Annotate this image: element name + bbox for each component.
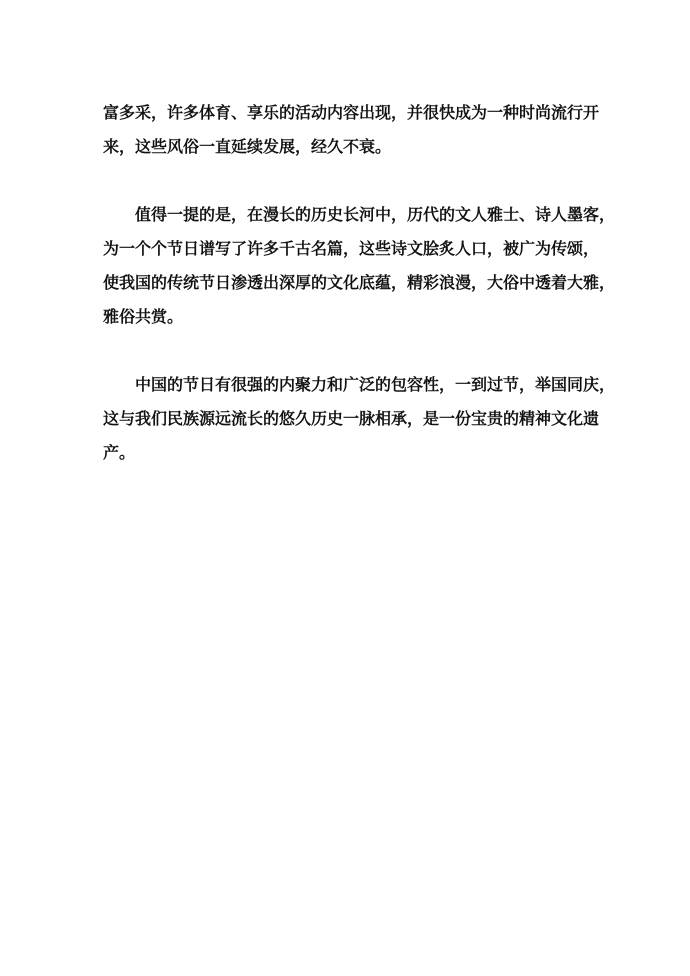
paragraph-1 (103, 96, 600, 164)
paragraph-line: 来，这些风俗一直延续发展，经久不衰。 (103, 137, 392, 156)
paragraph-2 (103, 198, 616, 334)
document-body (103, 96, 616, 504)
paragraph-line: 值得一提的是，在漫长的历史长河中，历代的文人雅士、诗人墨客， (135, 205, 616, 224)
paragraph-line: 雅俗共赏。 (103, 307, 184, 326)
paragraph-3 (103, 368, 616, 470)
paragraph-line: 这与我们民族源远流长的悠久历史一脉相承，是一份宝贵的精神文化遗 (103, 409, 600, 428)
paragraph-line: 中国的节日有很强的内聚力和广泛的包容性，一到过节，举国同庆， (135, 375, 616, 394)
paragraph-line: 为一个个节日谱写了许多千古名篇，这些诗文脍炙人口，被广为传颂， (103, 239, 600, 258)
paragraph-line: 使我国的传统节日渗透出深厚的文化底蕴，精彩浪漫，大俗中透着大雅， (103, 273, 616, 292)
paragraph-line: 富多采，许多体育、享乐的活动内容出现，并很快成为一种时尚流行开 (103, 103, 600, 122)
paragraph-line: 产。 (103, 443, 136, 462)
